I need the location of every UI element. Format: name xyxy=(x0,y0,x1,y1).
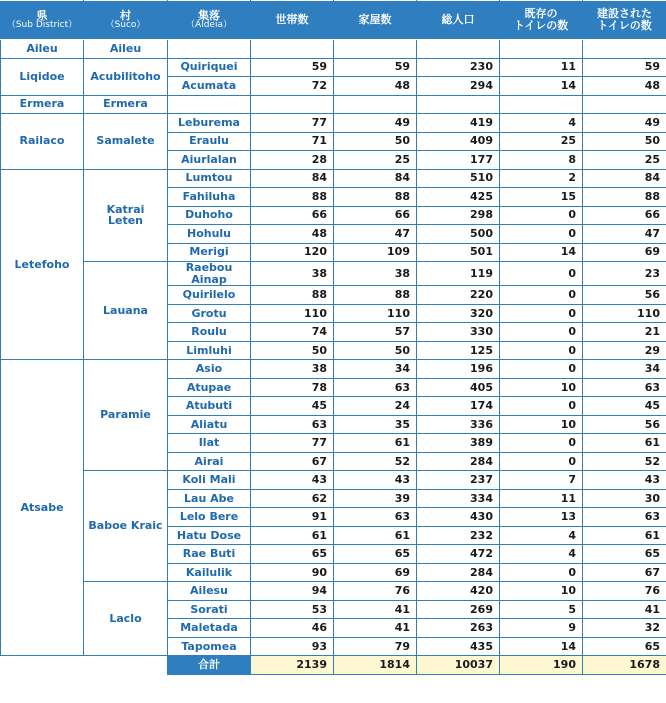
value-cell: 30 xyxy=(583,489,666,508)
aldeia-cell: Hatu Dose xyxy=(168,526,251,545)
value-cell: 84 xyxy=(334,169,417,188)
value-cell: 43 xyxy=(251,471,334,490)
aldeia-cell: Asio xyxy=(168,360,251,379)
aldeia-cell: Aliatu xyxy=(168,415,251,434)
value-cell: 74 xyxy=(251,323,334,342)
value-cell: 50 xyxy=(334,132,417,151)
value-cell: 57 xyxy=(334,323,417,342)
table-row xyxy=(1,58,666,77)
value-cell: 409 xyxy=(417,132,500,151)
aldeia-cell: Limluhi xyxy=(168,341,251,360)
value-cell: 69 xyxy=(583,243,666,262)
value-cell: 56 xyxy=(583,286,666,305)
value-cell: 84 xyxy=(251,169,334,188)
value-cell: 0 xyxy=(500,304,583,323)
value-cell: 25 xyxy=(583,151,666,170)
aldeia-cell: Hohulu xyxy=(168,225,251,244)
header-sub-label: （Sub District） xyxy=(6,20,78,31)
value-cell: 46 xyxy=(251,619,334,638)
value-cell: 93 xyxy=(251,637,334,656)
suco-cell: Aileu xyxy=(84,40,168,59)
value-cell: 91 xyxy=(251,508,334,527)
value-cell: 472 xyxy=(417,545,500,564)
value-cell: 28 xyxy=(251,151,334,170)
value-cell: 71 xyxy=(251,132,334,151)
value-cell: 66 xyxy=(334,206,417,225)
value-cell: 38 xyxy=(334,262,417,286)
value-cell: 66 xyxy=(251,206,334,225)
value-cell: 53 xyxy=(251,600,334,619)
value-cell: 45 xyxy=(251,397,334,416)
value-cell: 50 xyxy=(583,132,666,151)
table-row xyxy=(1,582,666,601)
value-cell: 284 xyxy=(417,563,500,582)
aldeia-cell: Airai xyxy=(168,452,251,471)
value-cell: 65 xyxy=(583,545,666,564)
value-cell: 294 xyxy=(417,77,500,96)
value-cell: 0 xyxy=(500,262,583,286)
aldeia-cell: Kailulik xyxy=(168,563,251,582)
aldeia-cell: Quirilelo xyxy=(168,286,251,305)
table-row xyxy=(1,169,666,188)
value-cell: 69 xyxy=(334,563,417,582)
value-cell: 72 xyxy=(251,77,334,96)
header-main-label: 世帯数 xyxy=(275,13,309,27)
value-cell: 21 xyxy=(583,323,666,342)
value-cell: 263 xyxy=(417,619,500,638)
value-cell: 50 xyxy=(251,341,334,360)
value-cell: 14 xyxy=(500,637,583,656)
suco-cell: Lauana xyxy=(84,262,168,360)
value-cell: 61 xyxy=(583,526,666,545)
value-cell: 196 xyxy=(417,360,500,379)
header-main-label: 総人口 xyxy=(441,13,475,27)
value-cell: 65 xyxy=(251,545,334,564)
value-cell: 52 xyxy=(583,452,666,471)
value-cell: 67 xyxy=(251,452,334,471)
aldeia-cell: Lumtou xyxy=(168,169,251,188)
header-households xyxy=(251,1,334,40)
aldeia-cell: Eraulu xyxy=(168,132,251,151)
value-cell: 230 xyxy=(417,58,500,77)
value-cell: 61 xyxy=(334,434,417,453)
value-cell xyxy=(334,95,417,114)
value-cell: 7 xyxy=(500,471,583,490)
header-sub-label: トイレの数 xyxy=(597,19,652,32)
value-cell: 0 xyxy=(500,206,583,225)
value-cell: 90 xyxy=(251,563,334,582)
value-cell: 43 xyxy=(334,471,417,490)
district-cell: Ermera xyxy=(1,95,84,114)
value-cell: 425 xyxy=(417,188,500,207)
total-value-cell: 2139 xyxy=(251,656,334,675)
aldeia-cell: Merigi xyxy=(168,243,251,262)
value-cell: 41 xyxy=(334,619,417,638)
value-cell: 25 xyxy=(334,151,417,170)
suco-cell: Ermera xyxy=(84,95,168,114)
value-cell xyxy=(583,40,666,59)
value-cell: 61 xyxy=(583,434,666,453)
value-cell: 9 xyxy=(500,619,583,638)
value-cell: 63 xyxy=(334,508,417,527)
value-cell: 284 xyxy=(417,452,500,471)
value-cell: 38 xyxy=(251,360,334,379)
aldeia-cell: Koli Mali xyxy=(168,471,251,490)
aldeia-cell: Lau Abe xyxy=(168,489,251,508)
table-row xyxy=(1,262,666,286)
value-cell: 298 xyxy=(417,206,500,225)
value-cell xyxy=(251,40,334,59)
header-sub-label: （Aldeia） xyxy=(186,20,232,31)
value-cell: 109 xyxy=(334,243,417,262)
header-sub-label: トイレの数 xyxy=(513,19,569,32)
value-cell: 435 xyxy=(417,637,500,656)
value-cell: 419 xyxy=(417,114,500,133)
value-cell: 0 xyxy=(500,397,583,416)
value-cell xyxy=(583,95,666,114)
district-cell: Liqidoe xyxy=(1,58,84,95)
header-suco xyxy=(84,1,168,40)
value-cell xyxy=(500,95,583,114)
value-cell: 0 xyxy=(500,563,583,582)
value-cell: 29 xyxy=(583,341,666,360)
district-cell: Letefoho xyxy=(1,169,84,360)
value-cell: 0 xyxy=(500,286,583,305)
aldeia-cell xyxy=(168,95,251,114)
value-cell: 77 xyxy=(251,434,334,453)
value-cell: 125 xyxy=(417,341,500,360)
value-cell: 2 xyxy=(500,169,583,188)
value-cell: 220 xyxy=(417,286,500,305)
aldeia-cell: Tapomea xyxy=(168,637,251,656)
value-cell: 59 xyxy=(583,58,666,77)
header-existing-toilets xyxy=(500,1,583,40)
value-cell: 48 xyxy=(583,77,666,96)
value-cell: 10 xyxy=(500,415,583,434)
total-value-cell: 1814 xyxy=(334,656,417,675)
value-cell: 50 xyxy=(334,341,417,360)
value-cell: 35 xyxy=(334,415,417,434)
value-cell: 43 xyxy=(583,471,666,490)
header-main-label: 建設された xyxy=(597,7,652,21)
table-row xyxy=(1,360,666,379)
value-cell xyxy=(417,40,500,59)
aldeia-cell: Atupae xyxy=(168,378,251,397)
district-cell: Atsabe xyxy=(1,360,84,656)
aldeia-cell: Roulu xyxy=(168,323,251,342)
aldeia-cell: Sorati xyxy=(168,600,251,619)
value-cell: 25 xyxy=(500,132,583,151)
value-cell: 0 xyxy=(500,341,583,360)
table-row xyxy=(1,471,666,490)
value-cell: 88 xyxy=(583,188,666,207)
header-population xyxy=(417,1,500,40)
value-cell: 119 xyxy=(417,262,500,286)
value-cell: 177 xyxy=(417,151,500,170)
value-cell: 11 xyxy=(500,58,583,77)
total-value-cell: 10037 xyxy=(417,656,500,675)
table-body xyxy=(1,40,666,675)
header-main-label: 家屋数 xyxy=(358,13,392,27)
table-row xyxy=(1,114,666,133)
value-cell: 47 xyxy=(583,225,666,244)
value-cell: 34 xyxy=(334,360,417,379)
aldeia-cell: Lelo Bere xyxy=(168,508,251,527)
value-cell: 14 xyxy=(500,243,583,262)
value-cell: 67 xyxy=(583,563,666,582)
value-cell: 237 xyxy=(417,471,500,490)
value-cell: 59 xyxy=(251,58,334,77)
value-cell: 500 xyxy=(417,225,500,244)
value-cell: 501 xyxy=(417,243,500,262)
value-cell: 59 xyxy=(334,58,417,77)
value-cell: 510 xyxy=(417,169,500,188)
total-value-cell: 190 xyxy=(500,656,583,675)
value-cell: 5 xyxy=(500,600,583,619)
aldeia-cell: Leburema xyxy=(168,114,251,133)
value-cell: 13 xyxy=(500,508,583,527)
suco-cell: Baboe Kraic xyxy=(84,471,168,582)
value-cell: 10 xyxy=(500,582,583,601)
aldeia-cell xyxy=(168,40,251,59)
value-cell: 336 xyxy=(417,415,500,434)
aldeia-cell: Fahiluha xyxy=(168,188,251,207)
header-main-label: 村 xyxy=(120,8,131,22)
value-cell: 0 xyxy=(500,434,583,453)
value-cell: 38 xyxy=(251,262,334,286)
header-sub-label: （Suco） xyxy=(105,20,146,31)
value-cell: 65 xyxy=(334,545,417,564)
header-district xyxy=(1,1,84,40)
value-cell: 88 xyxy=(334,188,417,207)
value-cell: 405 xyxy=(417,378,500,397)
aldeia-cell: Ailesu xyxy=(168,582,251,601)
value-cell: 41 xyxy=(583,600,666,619)
value-cell: 389 xyxy=(417,434,500,453)
aldeia-cell: Atubuti xyxy=(168,397,251,416)
value-cell: 269 xyxy=(417,600,500,619)
district-cell: Railaco xyxy=(1,114,84,170)
value-cell: 24 xyxy=(334,397,417,416)
suco-cell: Paramie xyxy=(84,360,168,471)
header-houses xyxy=(334,1,417,40)
value-cell: 232 xyxy=(417,526,500,545)
value-cell: 63 xyxy=(583,508,666,527)
header-main-label: 県 xyxy=(36,8,48,22)
value-cell: 4 xyxy=(500,526,583,545)
value-cell: 49 xyxy=(583,114,666,133)
value-cell: 88 xyxy=(251,188,334,207)
total-blank xyxy=(1,656,168,675)
header-row xyxy=(1,1,666,40)
value-cell: 334 xyxy=(417,489,500,508)
header-built-toilets xyxy=(583,1,666,40)
value-cell: 56 xyxy=(583,415,666,434)
value-cell: 84 xyxy=(583,169,666,188)
district-cell: Aileu xyxy=(1,40,84,59)
header-main-label: 集落 xyxy=(198,8,220,22)
value-cell: 8 xyxy=(500,151,583,170)
value-cell: 34 xyxy=(583,360,666,379)
value-cell: 63 xyxy=(583,378,666,397)
value-cell: 45 xyxy=(583,397,666,416)
value-cell xyxy=(500,40,583,59)
value-cell: 15 xyxy=(500,188,583,207)
value-cell: 110 xyxy=(334,304,417,323)
value-cell: 4 xyxy=(500,545,583,564)
value-cell: 320 xyxy=(417,304,500,323)
total-value-cell: 1678 xyxy=(583,656,666,675)
header-main-label: 既存の xyxy=(524,7,558,21)
value-cell: 41 xyxy=(334,600,417,619)
table-row xyxy=(1,40,666,59)
value-cell: 420 xyxy=(417,582,500,601)
value-cell: 11 xyxy=(500,489,583,508)
value-cell: 110 xyxy=(583,304,666,323)
value-cell: 63 xyxy=(334,378,417,397)
value-cell: 49 xyxy=(334,114,417,133)
value-cell: 430 xyxy=(417,508,500,527)
value-cell: 120 xyxy=(251,243,334,262)
value-cell: 0 xyxy=(500,225,583,244)
value-cell: 79 xyxy=(334,637,417,656)
value-cell: 62 xyxy=(251,489,334,508)
value-cell xyxy=(251,95,334,114)
suco-cell: Samalete xyxy=(84,114,168,170)
aldeia-cell: Rae Buti xyxy=(168,545,251,564)
value-cell: 94 xyxy=(251,582,334,601)
value-cell: 48 xyxy=(334,77,417,96)
value-cell: 63 xyxy=(251,415,334,434)
header-aldeia xyxy=(168,1,251,40)
value-cell: 52 xyxy=(334,452,417,471)
aldeia-cell: Acumata xyxy=(168,77,251,96)
suco-cell: Acubilitoho xyxy=(84,58,168,95)
suco-cell: Katrai Leten xyxy=(84,169,168,262)
value-cell: 174 xyxy=(417,397,500,416)
value-cell: 65 xyxy=(583,637,666,656)
total-label: 合計 xyxy=(168,656,251,675)
aldeia-cell: Maletada xyxy=(168,619,251,638)
value-cell: 76 xyxy=(583,582,666,601)
value-cell: 77 xyxy=(251,114,334,133)
aldeia-cell: Duhoho xyxy=(168,206,251,225)
aldeia-cell: Grotu xyxy=(168,304,251,323)
value-cell: 110 xyxy=(251,304,334,323)
value-cell: 88 xyxy=(334,286,417,305)
aldeia-cell: Ilat xyxy=(168,434,251,453)
value-cell: 0 xyxy=(500,323,583,342)
aldeia-cell: Quiriquei xyxy=(168,58,251,77)
table-row xyxy=(1,95,666,114)
value-cell: 48 xyxy=(251,225,334,244)
value-cell: 14 xyxy=(500,77,583,96)
aldeia-cell: Raebou Ainap xyxy=(168,262,251,286)
value-cell: 23 xyxy=(583,262,666,286)
value-cell: 47 xyxy=(334,225,417,244)
value-cell: 330 xyxy=(417,323,500,342)
aldeia-cell: Aiurlalan xyxy=(168,151,251,170)
value-cell: 39 xyxy=(334,489,417,508)
value-cell: 66 xyxy=(583,206,666,225)
suco-cell: Laclo xyxy=(84,582,168,656)
value-cell: 88 xyxy=(251,286,334,305)
value-cell: 61 xyxy=(334,526,417,545)
value-cell xyxy=(417,95,500,114)
value-cell: 61 xyxy=(251,526,334,545)
value-cell: 32 xyxy=(583,619,666,638)
value-cell: 10 xyxy=(500,378,583,397)
value-cell: 0 xyxy=(500,360,583,379)
value-cell: 0 xyxy=(500,452,583,471)
value-cell xyxy=(334,40,417,59)
value-cell: 4 xyxy=(500,114,583,133)
total-row xyxy=(1,656,666,675)
value-cell: 78 xyxy=(251,378,334,397)
value-cell: 76 xyxy=(334,582,417,601)
